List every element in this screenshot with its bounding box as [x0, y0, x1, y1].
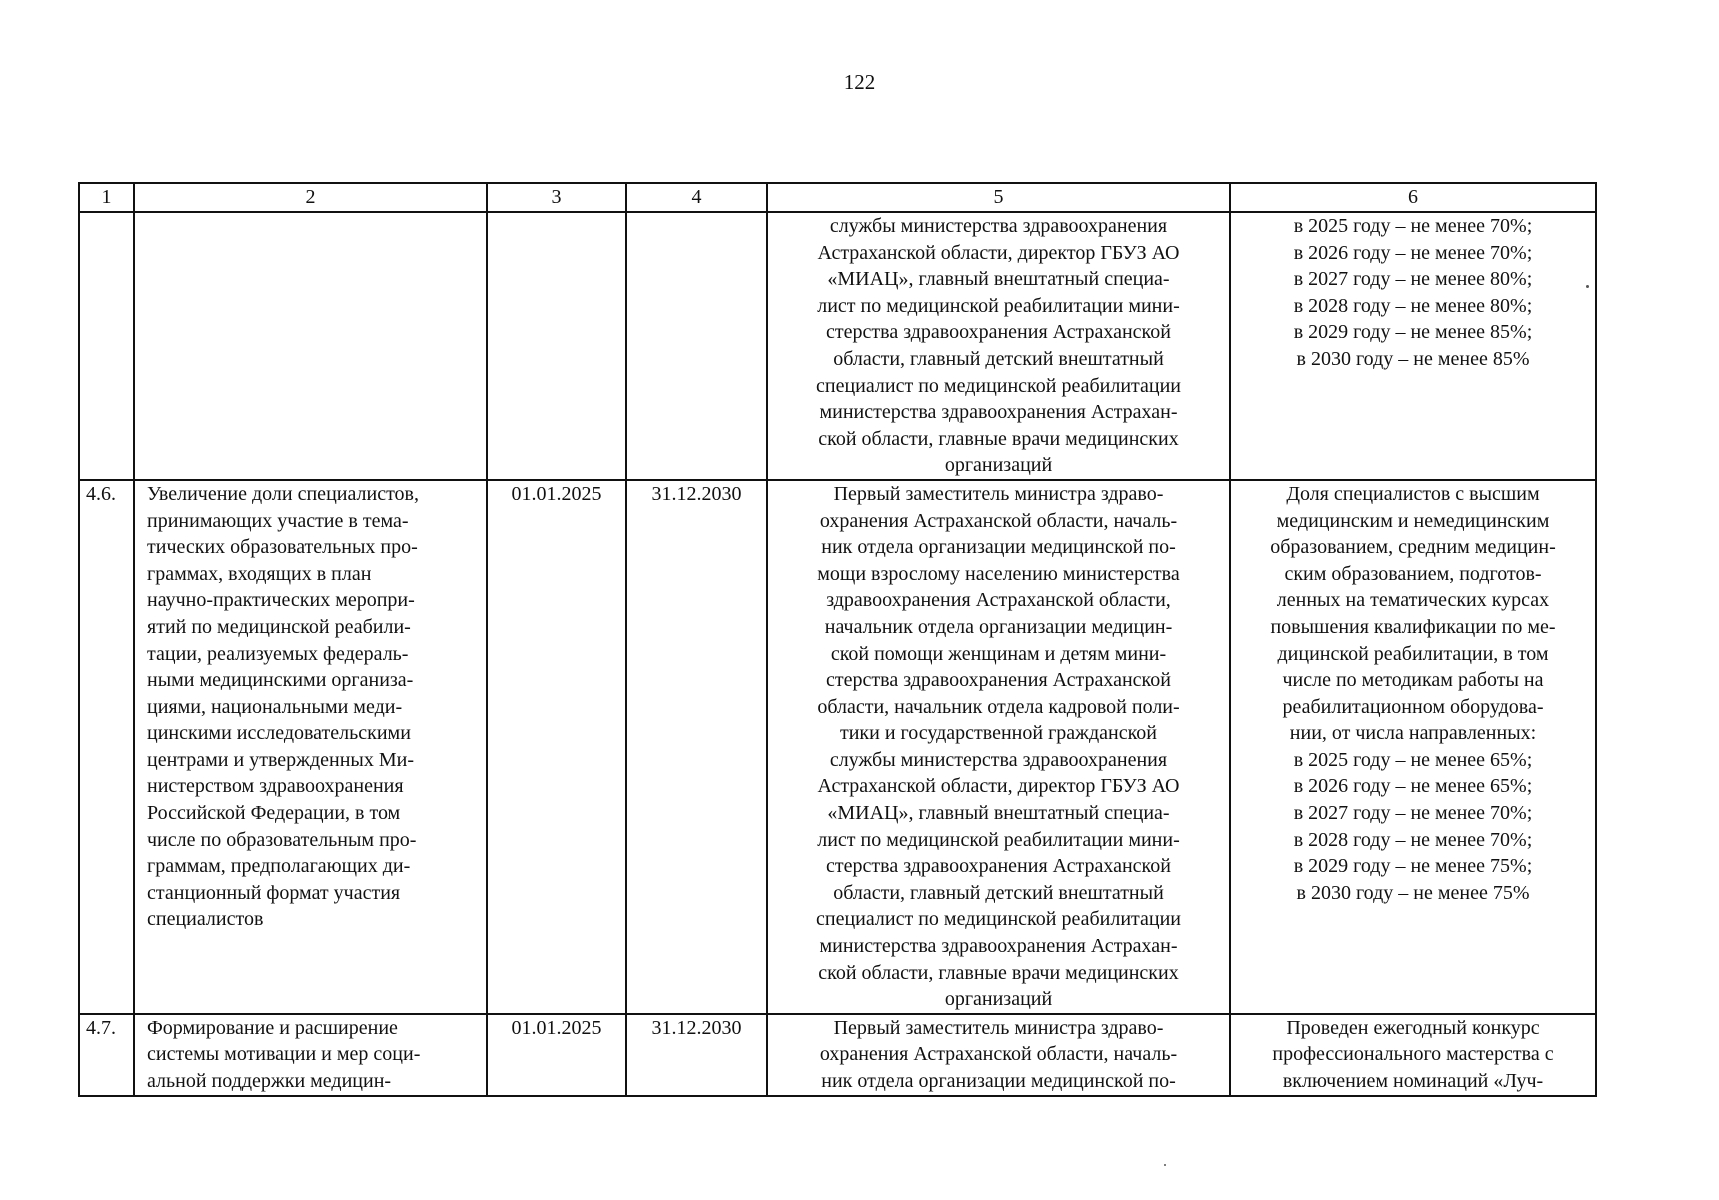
text-line: мощи взрослому населению министерства — [817, 562, 1180, 585]
text-line: в 2027 году – не менее 80%; — [1293, 268, 1533, 291]
text-line: профессионального мастерства с — [1272, 1043, 1554, 1066]
text-line: области, главный детский внештатный — [833, 881, 1164, 904]
start-date-cell — [487, 212, 626, 480]
result-cell — [1230, 1014, 1596, 1096]
text-line: в 2028 году – не менее 80%; — [1293, 294, 1533, 317]
column-header: 6 — [1230, 183, 1596, 212]
text-line: граммах, входящих в план — [147, 562, 372, 585]
text-line: организаций — [944, 988, 1053, 1011]
text-line: ятий по медицинской реабили- — [147, 615, 411, 638]
text-line: лист по медицинской реабилитации мини- — [817, 294, 1180, 317]
text-line: «МИАЦ», главный внештатный специа- — [827, 802, 1170, 825]
text-line: альной поддержки медицин- — [147, 1070, 392, 1092]
column-header: 4 — [626, 183, 767, 212]
text-line: принимающих участие в тема- — [147, 509, 409, 532]
text-line: лист по медицинской реабилитации мини- — [817, 828, 1180, 851]
text-line: числе по методикам работы на — [1282, 669, 1544, 692]
text-line: в 2030 году – не менее 75% — [1296, 881, 1530, 904]
text-line: ским образованием, подготов- — [1284, 562, 1542, 585]
text-line: циями, национальными меди- — [147, 695, 403, 718]
text-line: Формирование и расширение — [147, 1016, 398, 1039]
text-line: службы министерства здравоохранения — [829, 748, 1168, 771]
activities-table — [78, 182, 1597, 1097]
text-line: станционный формат участия — [147, 881, 401, 904]
text-line: службы министерства здравоохранения — [829, 215, 1168, 237]
text-line: ской области, главные врачи медицинских — [818, 427, 1179, 450]
page-number: 122 — [843, 70, 876, 94]
end-date-cell — [626, 212, 767, 480]
item-number-cell: 4.6. — [79, 480, 134, 1014]
column-header: 3 — [487, 183, 626, 212]
text-line: организаций — [944, 454, 1053, 477]
text-line: министерства здравоохранения Астрахан- — [819, 935, 1178, 958]
responsible-cell — [767, 480, 1230, 1014]
text-line: медицинским и немедицинским — [1276, 509, 1550, 532]
item-number-cell: 4.7. — [79, 1014, 134, 1096]
text-line: стерства здравоохранения Астраханской — [826, 855, 1171, 878]
column-number-row — [79, 183, 1596, 212]
result-cell — [1230, 212, 1596, 480]
result-cell — [1230, 480, 1596, 1014]
column-header: 1 — [79, 183, 134, 212]
text-line: включением номинаций «Луч- — [1282, 1070, 1544, 1092]
activity-title-cell — [134, 1014, 487, 1096]
text-line: ской области, главные врачи медицинских — [818, 961, 1179, 984]
text-line: в 2025 году – не менее 65%; — [1293, 748, 1533, 771]
text-line: стерства здравоохранения Астраханской — [826, 669, 1171, 692]
text-line: системы мотивации и мер соци- — [147, 1043, 421, 1066]
text-line: министерства здравоохранения Астрахан- — [819, 401, 1178, 424]
text-line: охранения Астраханской области, началь- — [819, 1043, 1178, 1066]
text-line: тики и государственной гражданской — [839, 722, 1158, 745]
start-date-cell: 01.01.2025 — [487, 480, 626, 1014]
column-header: 5 — [767, 183, 1230, 212]
text-line: дицинской реабилитации, в том — [1277, 642, 1549, 665]
scan-speck — [1586, 285, 1589, 288]
text-line: в 2029 году – не менее 75%; — [1293, 855, 1533, 878]
text-line: Астраханской области, директор ГБУЗ АО — [817, 775, 1180, 798]
table-row — [79, 1014, 1596, 1096]
responsible-cell — [767, 212, 1230, 480]
text-line: в 2030 году – не менее 85% — [1296, 347, 1530, 370]
text-line: Доля специалистов с высшим — [1286, 482, 1540, 505]
text-line: ными медицинскими организа- — [147, 669, 414, 692]
text-line: числе по образовательным про- — [147, 828, 417, 851]
item-number-cell — [79, 212, 134, 480]
text-line: в 2026 году – не менее 70%; — [1293, 241, 1533, 264]
table-row — [79, 212, 1596, 480]
text-line: Первый заместитель министра здраво- — [833, 1016, 1164, 1039]
text-line: Первый заместитель министра здраво- — [833, 482, 1164, 505]
table-row — [79, 480, 1596, 1014]
activity-title-cell — [134, 480, 487, 1014]
end-date-cell: 31.12.2030 — [626, 1014, 767, 1096]
text-line: реабилитационном оборудова- — [1282, 695, 1544, 718]
text-line: ник отдела организации медицинской по- — [821, 536, 1176, 559]
text-line: нии, от числа направленных: — [1289, 722, 1537, 745]
text-line: нистерством здравоохранения — [147, 775, 404, 798]
text-line: начальник отдела организации медицин- — [824, 615, 1173, 638]
text-line: центрами и утвержденных Ми- — [147, 748, 415, 771]
text-line: области, начальник отдела кадровой поли- — [817, 695, 1180, 718]
text-line: Российской Федерации, в том — [147, 802, 401, 825]
text-line: Проведен ежегодный конкурс — [1286, 1016, 1540, 1039]
text-line: тации, реализуемых федераль- — [147, 642, 409, 665]
text-line: в 2025 году – не менее 70%; — [1293, 215, 1533, 237]
text-line: здравоохранения Астраханской области, — [826, 589, 1171, 612]
text-line: в 2028 году – не менее 70%; — [1293, 828, 1533, 851]
end-date-cell: 31.12.2030 — [626, 480, 767, 1014]
text-line: специалистов — [147, 908, 264, 931]
text-line: повышения квалификации по ме- — [1270, 615, 1556, 638]
responsible-cell — [767, 1014, 1230, 1096]
text-line: ленных на тематических курсах — [1276, 589, 1550, 612]
column-header: 2 — [134, 183, 487, 212]
scan-speck — [1164, 1164, 1166, 1166]
start-date-cell: 01.01.2025 — [487, 1014, 626, 1096]
text-line: специалист по медицинской реабилитации — [816, 908, 1181, 931]
text-line: научно-практических меропри- — [147, 589, 415, 612]
text-line: охранения Астраханской области, началь- — [819, 509, 1178, 532]
text-line: в 2029 году – не менее 85%; — [1293, 321, 1533, 344]
text-line: стерства здравоохранения Астраханской — [826, 321, 1171, 344]
text-line: ской помощи женщинам и детям мини- — [830, 642, 1167, 665]
activity-title-cell — [134, 212, 487, 480]
text-line: тических образовательных про- — [147, 536, 418, 559]
text-line: Увеличение доли специалистов, — [147, 482, 420, 505]
text-line: образованием, средним медицин- — [1270, 536, 1556, 559]
text-line: «МИАЦ», главный внештатный специа- — [827, 268, 1170, 291]
text-line: цинскими исследовательскими — [147, 722, 411, 745]
text-line: области, главный детский внештатный — [833, 347, 1164, 370]
text-line: ник отдела организации медицинской по- — [821, 1070, 1176, 1092]
text-line: специалист по медицинской реабилитации — [816, 374, 1181, 397]
text-line: граммам, предполагающих ди- — [147, 855, 411, 878]
text-line: в 2027 году – не менее 70%; — [1293, 802, 1533, 825]
text-line: Астраханской области, директор ГБУЗ АО — [817, 241, 1180, 264]
text-line: в 2026 году – не менее 65%; — [1293, 775, 1533, 798]
